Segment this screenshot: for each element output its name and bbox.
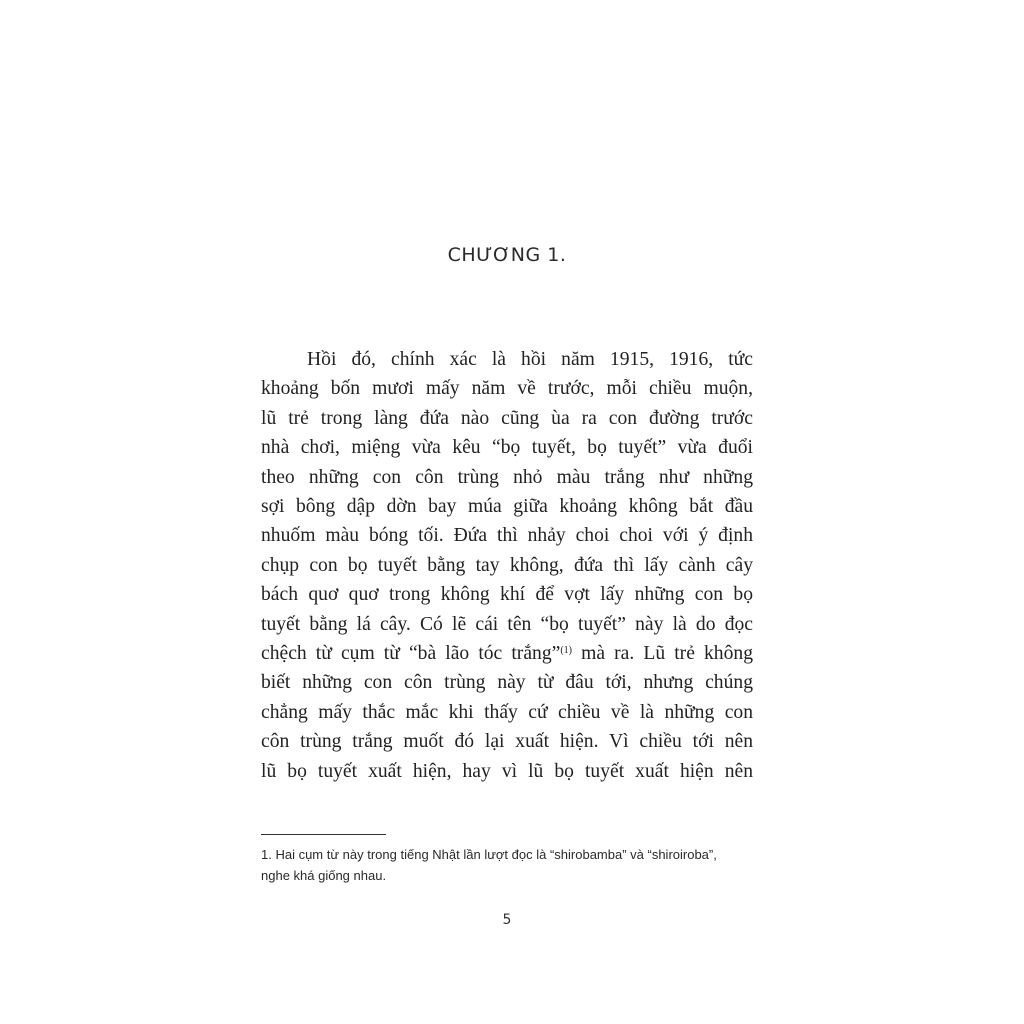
paragraph-line: lũ bọ tuyết xuất hiện, hay vì lũ bọ tuyết xuất hiện nên <box>261 760 753 782</box>
paragraph-line: theo những con côn trùng nhỏ màu trắng như những <box>261 466 753 488</box>
paragraph-line: lũ trẻ trong làng đứa nào cũng ùa ra con đường trước <box>261 407 753 429</box>
paragraph-line: chụp con bọ tuyết bằng tay không, đứa thì lấy cành cây <box>261 554 753 576</box>
paragraph-line: tuyết bằng lá cây. Có lẽ cái tên “bọ tuyết” này là do đọc <box>261 613 753 635</box>
paragraph-line: Hồi đó, chính xác là hồi năm 1915, 1916, tức <box>307 349 753 370</box>
body-paragraph <box>261 345 753 786</box>
paragraph-line: nhà chơi, miệng vừa kêu “bọ tuyết, bọ tuyết” vừa đuổi <box>261 437 753 459</box>
footnote-line: 1. Hai cụm từ này trong tiếng Nhật lần lượt đọc là “shirobamba” và “shiroiroba”, <box>261 847 717 862</box>
paragraph-line: chẳng mấy thắc mắc khi thấy cứ chiều về là những con <box>261 701 753 723</box>
paragraph-line-with-note <box>261 639 753 668</box>
paragraph-text: chệch từ cụm từ “bà lão tóc trắng” <box>261 643 561 665</box>
paragraph-line: nhuốm màu bóng tối. Đứa thì nhảy choi choi với ý định <box>261 525 753 547</box>
paragraph-line: bách quơ quơ trong không khí để vợt lấy những con bọ <box>261 584 753 606</box>
paragraph-line: côn trùng trắng muốt đó lại xuất hiện. Vì chiều tới nên <box>261 731 753 753</box>
chapter-title: CHƯƠNG 1. <box>447 244 567 266</box>
footnote-reference[interactable]: (1) <box>560 645 572 657</box>
footnote <box>261 844 761 886</box>
paragraph-line: biết những con côn trùng này từ đâu tới, nhưng chúng <box>261 672 753 694</box>
paragraph-text: mà ra. Lũ trẻ không <box>571 643 753 665</box>
paragraph-line: khoảng bốn mươi mấy năm về trước, mỗi chiều muộn, <box>261 378 753 400</box>
footnote-line: nghe khá giống nhau. <box>261 868 387 883</box>
footnote-divider <box>261 834 386 835</box>
paragraph-line: sợi bông dập dờn bay múa giữa khoảng không bắt đầu <box>261 496 753 518</box>
page-number: 5 <box>502 912 512 928</box>
